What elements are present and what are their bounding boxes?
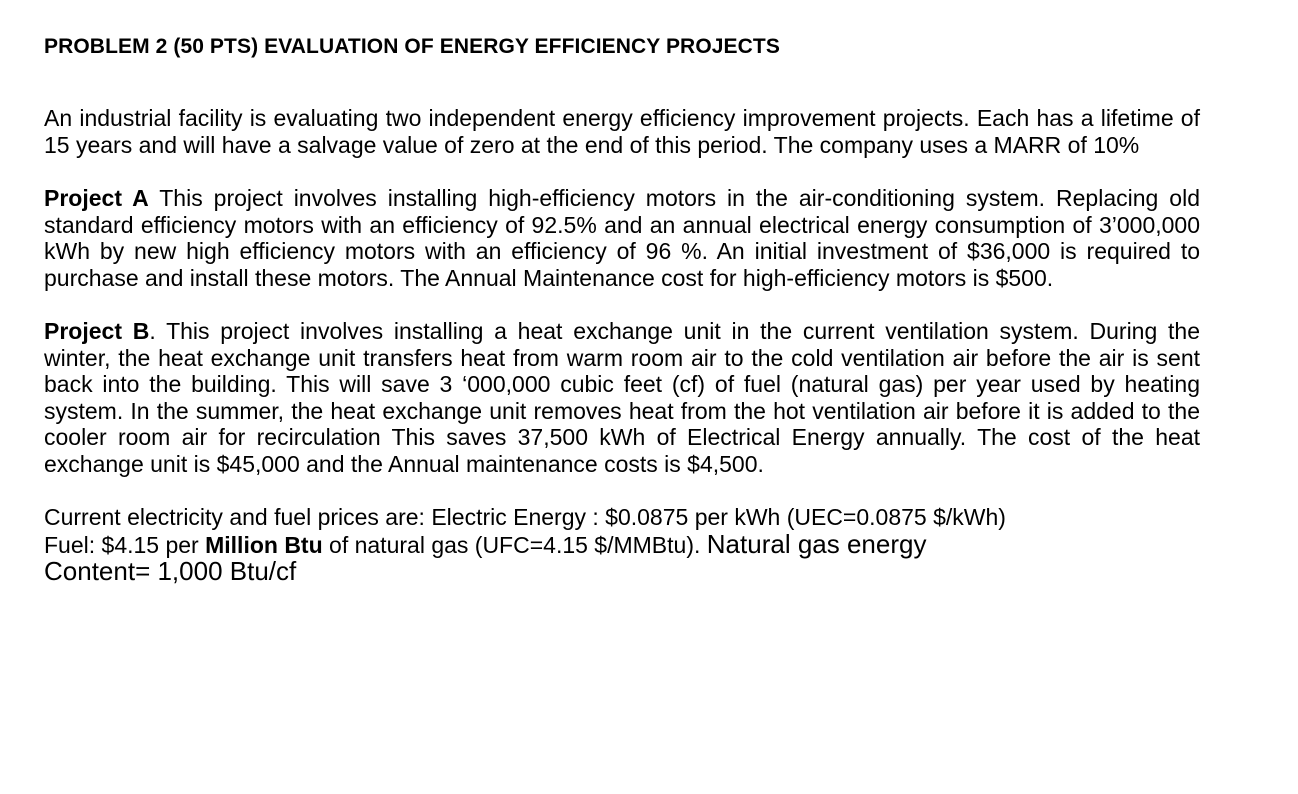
project-a-paragraph: [44, 185, 1200, 291]
fuel-price-unit: Million Btu: [205, 531, 323, 558]
energy-content-value: Content= 1,000 Btu/cf: [44, 556, 297, 586]
intro-paragraph: An industrial facility is evaluating two independent energy efficiency improvement projects. Each has a lifetime of 15 years and will have a salvage value of zero at the end of this period. The company uses a MARR of 10%: [44, 105, 1200, 158]
energy-content-label: Natural gas energy: [706, 528, 927, 559]
project-a-label: Project A: [44, 185, 149, 211]
prices-paragraph: [44, 504, 1200, 585]
project-a-text: This project involves installing high-efficiency motors in the air-conditioning system. Replacing old standard efficiency motors with an efficiency of 92.5% and an annual electrical energy consumption of 3’000,000 kWh by new high efficiency motors with an efficiency of 96 %. An initial investment of $36,000 is required to purchase and install these motors. The Annual Maintenance cost for high-efficiency motors is $500.: [44, 185, 1200, 291]
project-b-paragraph: [44, 318, 1200, 477]
problem-document: [44, 34, 1200, 585]
project-b-text: . This project involves installing a heat exchange unit in the current ventilation system. During the winter, the heat exchange unit transfers heat from warm room air to the cold ventilation air before the air is sent back into the building. This will save 3 ‘000,000 cubic feet (cf) of fuel (natural gas) per year used by heating system. In the summer, the heat exchange unit removes heat from the hot ventilation air before it is added to the cooler room air for recirculation This saves 37,500 kWh of Electrical Energy annually. The cost of the heat exchange unit is $45,000 and the Annual maintenance costs is $4,500.: [44, 318, 1200, 477]
project-b-label: Project B: [44, 318, 150, 344]
electricity-price-line: Current electricity and fuel prices are: Electric Energy : $0.0875 per kWh (UEC=0.0875 $/kWh): [44, 504, 1006, 530]
fuel-price-prefix: Fuel: $4.15 per: [44, 531, 206, 558]
problem-title: PROBLEM 2 (50 PTS) EVALUATION OF ENERGY EFFICIENCY PROJECTS: [44, 35, 780, 58]
fuel-price-line: [44, 528, 1200, 559]
fuel-price-suffix: of natural gas (UFC=4.15 $/MMBtu).: [322, 531, 707, 558]
